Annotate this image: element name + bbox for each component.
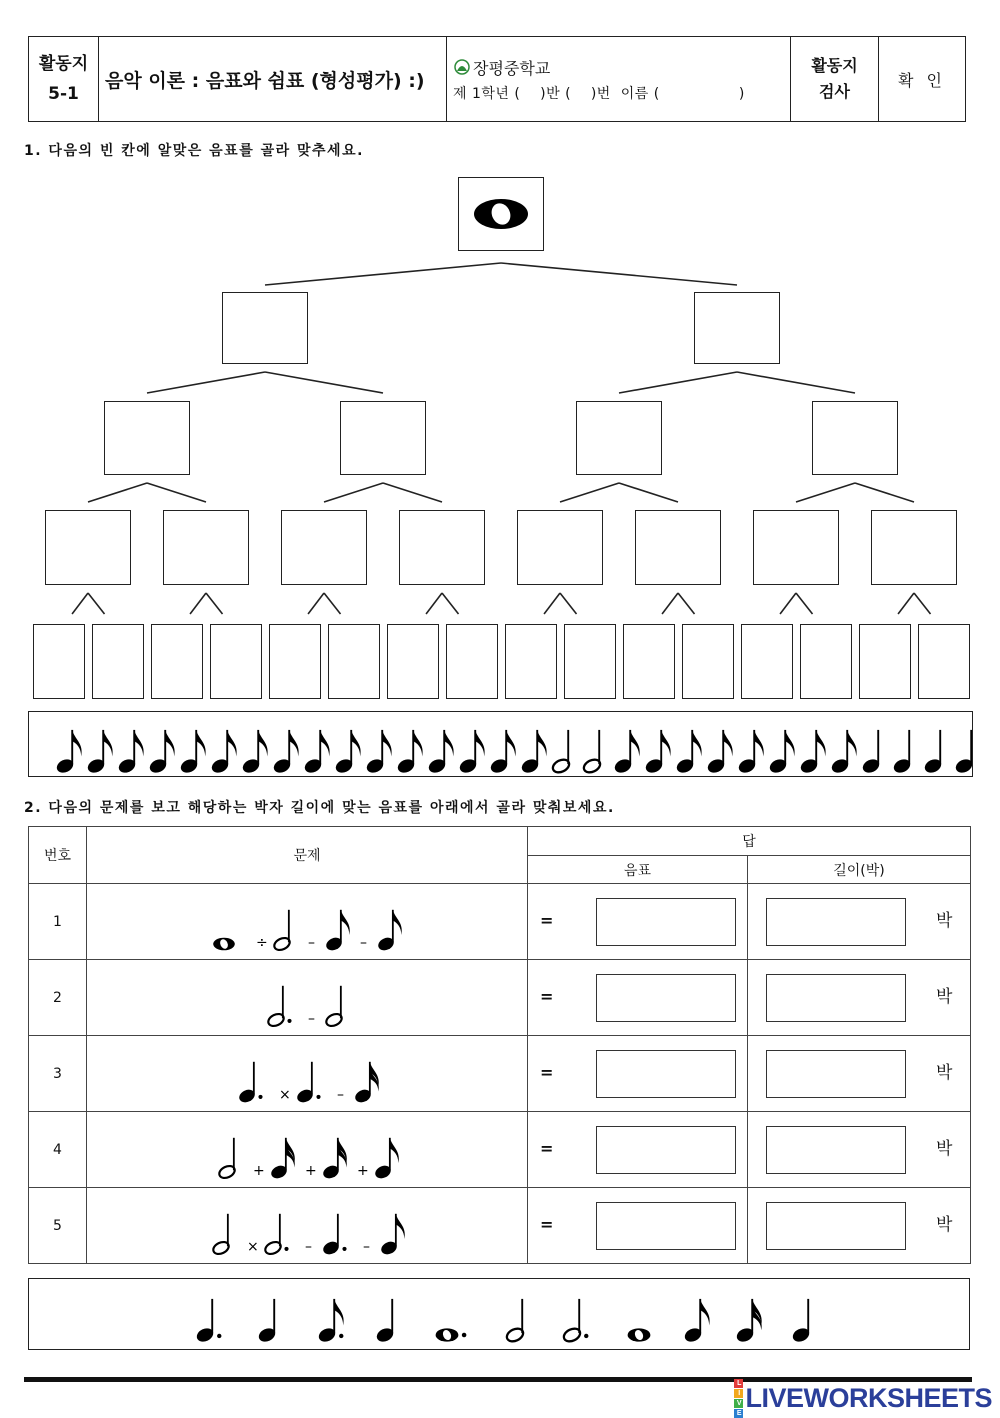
note-bank-eighth-note-icon[interactable] bbox=[117, 730, 144, 775]
operator: – bbox=[308, 1010, 315, 1027]
answer-bank-dotted-whole-note-icon[interactable] bbox=[436, 1328, 467, 1341]
note-bank-quarter-note-icon[interactable] bbox=[861, 730, 882, 775]
tree-connector bbox=[914, 593, 931, 614]
tree-connector bbox=[544, 593, 560, 614]
note-answer-box[interactable] bbox=[596, 1126, 736, 1174]
confirm-label: 확 인 bbox=[898, 70, 946, 90]
tree-connector bbox=[265, 372, 383, 393]
tree-connector bbox=[560, 593, 577, 614]
problem-expression bbox=[157, 889, 457, 959]
operator: + bbox=[357, 1162, 369, 1179]
note-bank-eighth-note-icon[interactable] bbox=[303, 730, 330, 775]
note-bank-eighth-note-icon[interactable] bbox=[675, 730, 702, 775]
row-number: 2 bbox=[29, 960, 87, 1036]
answer-bank-half-note-icon[interactable] bbox=[505, 1299, 525, 1344]
note-bank-notes bbox=[29, 712, 972, 776]
length-answer-box[interactable] bbox=[766, 1202, 906, 1250]
length-answer-box[interactable] bbox=[766, 974, 906, 1022]
tree-box-level4-4[interactable] bbox=[210, 624, 262, 699]
tree-box-level4-1[interactable] bbox=[33, 624, 85, 699]
logo-text: LIVEWORKSHEETS bbox=[745, 1382, 992, 1413]
note-answer-cell bbox=[528, 960, 748, 1036]
note-bank-eighth-note-icon[interactable] bbox=[489, 730, 516, 775]
half-note-icon bbox=[324, 985, 343, 1028]
tree-box-level2-3[interactable] bbox=[576, 401, 662, 475]
tree-connector bbox=[501, 263, 737, 285]
tree-box-level3-6[interactable] bbox=[635, 510, 721, 585]
beat-unit: 박 bbox=[936, 1214, 953, 1235]
note-bank-eighth-note-icon[interactable] bbox=[86, 730, 113, 775]
logo-badge-letter: I bbox=[734, 1389, 743, 1398]
note-bank-eighth-note-icon[interactable] bbox=[396, 730, 423, 775]
tree-connector bbox=[796, 593, 813, 614]
header-problem: 문제 bbox=[87, 827, 528, 884]
eighth-note-icon bbox=[373, 1137, 399, 1180]
operator: – bbox=[337, 1086, 344, 1103]
tree-box-level3-8[interactable] bbox=[871, 510, 957, 585]
tree-box-level3-2[interactable] bbox=[163, 510, 249, 585]
school-name: 장평중학교 bbox=[473, 58, 551, 78]
tree-connector bbox=[265, 263, 501, 285]
tree-connector bbox=[206, 593, 223, 614]
note-bank-eighth-note-icon[interactable] bbox=[365, 730, 392, 775]
tree-connector bbox=[88, 483, 147, 502]
tree-box-level4-10[interactable] bbox=[564, 624, 616, 699]
note-bank-quarter-note-icon[interactable] bbox=[954, 730, 972, 775]
sixteenth-note-icon bbox=[321, 1137, 347, 1180]
note-bank-eighth-note-icon[interactable] bbox=[613, 730, 640, 775]
note-answer-box[interactable] bbox=[596, 898, 736, 946]
answer-bank-quarter-note-icon[interactable] bbox=[375, 1299, 396, 1344]
tree-box-level4-7[interactable] bbox=[387, 624, 439, 699]
note-bank-eighth-note-icon[interactable] bbox=[241, 730, 268, 775]
answer-bank-dotted-quarter-note-icon[interactable] bbox=[195, 1299, 222, 1344]
table-row bbox=[29, 1036, 971, 1112]
problem-expression bbox=[157, 1117, 457, 1187]
tree-box-level4-15[interactable] bbox=[859, 624, 911, 699]
operator: + bbox=[305, 1162, 317, 1179]
length-answer-cell bbox=[748, 1188, 971, 1264]
note-answer-box[interactable] bbox=[596, 1202, 736, 1250]
note-bank-quarter-note-icon[interactable] bbox=[923, 730, 944, 775]
note-bank-eighth-note-icon[interactable] bbox=[427, 730, 454, 775]
note-bank-eighth-note-icon[interactable] bbox=[706, 730, 733, 775]
tree-connector bbox=[88, 593, 105, 614]
header-number: 번호 bbox=[29, 827, 87, 884]
tree-connector bbox=[737, 372, 855, 393]
tree-box-level4-5[interactable] bbox=[269, 624, 321, 699]
answer-bank-quarter-note-icon[interactable] bbox=[791, 1299, 812, 1344]
note-bank-eighth-note-icon[interactable] bbox=[644, 730, 671, 775]
length-answer-box[interactable] bbox=[766, 1126, 906, 1174]
tree-connector bbox=[324, 483, 383, 502]
tree-box-level1-2[interactable] bbox=[694, 292, 780, 364]
length-answer-box[interactable] bbox=[766, 1050, 906, 1098]
equals-sign: = bbox=[540, 1062, 554, 1082]
problem-cell bbox=[87, 1188, 528, 1264]
tree-box-level4-2[interactable] bbox=[92, 624, 144, 699]
problem-expression bbox=[157, 1041, 457, 1111]
problem-cell bbox=[87, 960, 528, 1036]
note-bank-eighth-note-icon[interactable] bbox=[55, 730, 82, 775]
tree-connector bbox=[619, 483, 678, 502]
student-info-line[interactable]: 제 1학년 ( )반 ( )번 이름 ( ) bbox=[453, 85, 745, 102]
logo-badge-letter: V bbox=[734, 1399, 743, 1408]
dotted-half-note-icon bbox=[266, 985, 291, 1028]
operator: – bbox=[363, 1238, 370, 1255]
logo-badge-icon bbox=[734, 1378, 743, 1418]
header-length: 길이(박) bbox=[748, 856, 971, 884]
note-bank-eighth-note-icon[interactable] bbox=[334, 730, 361, 775]
worksheet-title: 음악 이론 : 음표와 쉼표 (형성평가) :) bbox=[105, 69, 425, 92]
liveworksheets-logo[interactable] bbox=[734, 1378, 992, 1418]
eighth-note-icon bbox=[324, 909, 350, 952]
equals-sign: = bbox=[540, 1138, 554, 1158]
problem-cell bbox=[87, 884, 528, 960]
tree-connector bbox=[426, 593, 442, 614]
table-row bbox=[29, 1112, 971, 1188]
tree-connector bbox=[898, 593, 914, 614]
note-bank-quarter-note-icon[interactable] bbox=[892, 730, 913, 775]
tree-box-level4-3[interactable] bbox=[151, 624, 203, 699]
header-note: 음표 bbox=[528, 856, 748, 884]
tree-box-level4-16[interactable] bbox=[918, 624, 970, 699]
answer-bank-dotted-half-note-icon[interactable] bbox=[562, 1299, 589, 1344]
equals-sign: = bbox=[540, 1214, 554, 1234]
row-number: 5 bbox=[29, 1188, 87, 1264]
row-number: 1 bbox=[29, 884, 87, 960]
note-bank-eighth-note-icon[interactable] bbox=[210, 730, 237, 775]
operator: × bbox=[279, 1086, 291, 1103]
sixteenth-note-icon bbox=[353, 1061, 379, 1104]
tree-connector bbox=[796, 483, 855, 502]
note-answer-cell bbox=[528, 1188, 748, 1264]
note-bank-half-note-icon[interactable] bbox=[582, 730, 602, 775]
length-answer-cell bbox=[748, 1112, 971, 1188]
note-bank-eighth-note-icon[interactable] bbox=[148, 730, 175, 775]
tree-connector bbox=[190, 593, 206, 614]
tree-connector bbox=[147, 372, 265, 393]
answer-bank-strip bbox=[28, 1278, 970, 1350]
operator: – bbox=[305, 1238, 312, 1255]
tree-box-level4-9[interactable] bbox=[505, 624, 557, 699]
operator: + bbox=[253, 1162, 265, 1179]
table-row bbox=[29, 884, 971, 960]
activity-label: 활동지 bbox=[38, 54, 89, 74]
tree-box-level4-13[interactable] bbox=[741, 624, 793, 699]
logo-badge-letter: L bbox=[734, 1379, 743, 1388]
note-bank-eighth-note-icon[interactable] bbox=[830, 730, 857, 775]
note-bank-eighth-note-icon[interactable] bbox=[768, 730, 795, 775]
tree-box-level3-7[interactable] bbox=[753, 510, 839, 585]
dotted-quarter-note-icon bbox=[237, 1061, 262, 1104]
tree-box-level1-1[interactable] bbox=[222, 292, 308, 364]
length-answer-cell bbox=[748, 884, 971, 960]
equals-sign: = bbox=[540, 910, 554, 930]
eighth-note-icon bbox=[379, 1213, 405, 1256]
tree-box-level2-2[interactable] bbox=[340, 401, 426, 475]
tree-box-level3-1[interactable] bbox=[45, 510, 131, 585]
check-label-1: 활동지 bbox=[811, 56, 858, 75]
note-answer-cell bbox=[528, 1112, 748, 1188]
note-bank-eighth-note-icon[interactable] bbox=[179, 730, 206, 775]
problem-cell bbox=[87, 1036, 528, 1112]
tree-connector bbox=[662, 593, 678, 614]
note-bank-strip bbox=[28, 711, 973, 777]
beat-unit: 박 bbox=[936, 986, 953, 1007]
answer-bank-dotted-eighth-note-icon[interactable] bbox=[317, 1299, 344, 1344]
beat-unit: 박 bbox=[936, 1138, 953, 1159]
tree-connector bbox=[442, 593, 459, 614]
tree-connector bbox=[147, 483, 206, 502]
note-bank-eighth-note-icon[interactable] bbox=[520, 730, 547, 775]
tree-root-box bbox=[458, 177, 544, 251]
question1-title: 1. 다음의 빈 칸에 알맞은 음표를 골라 맞추세요. bbox=[24, 143, 364, 159]
eighth-note-icon bbox=[376, 909, 402, 952]
dotted-half-note-icon bbox=[263, 1213, 288, 1256]
tree-box-level3-3[interactable] bbox=[281, 510, 367, 585]
tree-connector bbox=[560, 483, 619, 502]
whole-note-icon bbox=[471, 194, 531, 234]
tree-connector bbox=[383, 483, 442, 502]
note-bank-half-note-icon[interactable] bbox=[551, 730, 571, 775]
problem-expression bbox=[157, 965, 457, 1035]
length-answer-cell bbox=[748, 960, 971, 1036]
tree-connector bbox=[72, 593, 88, 614]
problem-expression bbox=[157, 1193, 457, 1263]
tree-box-level3-5[interactable] bbox=[517, 510, 603, 585]
answer-bank-whole-note-icon[interactable] bbox=[628, 1328, 651, 1341]
operator: – bbox=[308, 934, 315, 951]
whole-note-icon bbox=[213, 937, 235, 950]
answer-bank-sixteenth-note-icon[interactable] bbox=[735, 1299, 762, 1344]
tree-connector bbox=[855, 483, 914, 502]
note-answer-box[interactable] bbox=[596, 1050, 736, 1098]
tree-box-level4-12[interactable] bbox=[682, 624, 734, 699]
note-answer-cell bbox=[528, 1036, 748, 1112]
half-note-icon bbox=[272, 909, 291, 952]
half-note-icon bbox=[217, 1137, 236, 1180]
tree-connector bbox=[324, 593, 341, 614]
tree-box-level3-4[interactable] bbox=[399, 510, 485, 585]
note-bank-eighth-note-icon[interactable] bbox=[737, 730, 764, 775]
answer-bank-eighth-note-icon[interactable] bbox=[683, 1299, 710, 1344]
question2-table bbox=[28, 826, 971, 1264]
tree-box-level4-14[interactable] bbox=[800, 624, 852, 699]
note-bank-eighth-note-icon[interactable] bbox=[272, 730, 299, 775]
length-answer-box[interactable] bbox=[766, 898, 906, 946]
tree-box-level2-4[interactable] bbox=[812, 401, 898, 475]
check-label-2: 검사 bbox=[819, 82, 850, 101]
dotted-quarter-note-icon bbox=[295, 1061, 320, 1104]
table-row bbox=[29, 960, 971, 1036]
table-row bbox=[29, 1188, 971, 1264]
operator: × bbox=[247, 1238, 259, 1255]
sixteenth-note-icon bbox=[269, 1137, 295, 1180]
operator: ÷ bbox=[256, 934, 268, 951]
operator: – bbox=[360, 934, 367, 951]
tree-connector bbox=[308, 593, 324, 614]
note-answer-cell bbox=[528, 884, 748, 960]
tree-connector bbox=[678, 593, 695, 614]
equals-sign: = bbox=[540, 986, 554, 1006]
tree-box-level4-6[interactable] bbox=[328, 624, 380, 699]
tree-connector bbox=[780, 593, 796, 614]
problem-cell bbox=[87, 1112, 528, 1188]
note-answer-box[interactable] bbox=[596, 974, 736, 1022]
length-answer-cell bbox=[748, 1036, 971, 1112]
beat-unit: 박 bbox=[936, 910, 953, 931]
dotted-quarter-note-icon bbox=[321, 1213, 346, 1256]
header-answer: 답 bbox=[528, 827, 971, 856]
answer-bank-quarter-note-icon[interactable] bbox=[257, 1299, 278, 1344]
tree-box-level4-11[interactable] bbox=[623, 624, 675, 699]
beat-unit: 박 bbox=[936, 1062, 953, 1083]
row-number: 4 bbox=[29, 1112, 87, 1188]
question2-title: 2. 다음의 문제를 보고 해당하는 박자 길이에 맞는 음표를 아래에서 골라 맞춰보세요. bbox=[24, 800, 615, 816]
row-number: 3 bbox=[29, 1036, 87, 1112]
tree-box-level4-8[interactable] bbox=[446, 624, 498, 699]
note-bank-eighth-note-icon[interactable] bbox=[458, 730, 485, 775]
answer-bank-notes bbox=[29, 1279, 969, 1349]
activity-number: 5-1 bbox=[48, 84, 79, 104]
tree-connector bbox=[619, 372, 737, 393]
logo-badge-letter: E bbox=[734, 1409, 743, 1418]
half-note-icon bbox=[211, 1213, 230, 1256]
note-bank-eighth-note-icon[interactable] bbox=[799, 730, 826, 775]
tree-box-level2-1[interactable] bbox=[104, 401, 190, 475]
